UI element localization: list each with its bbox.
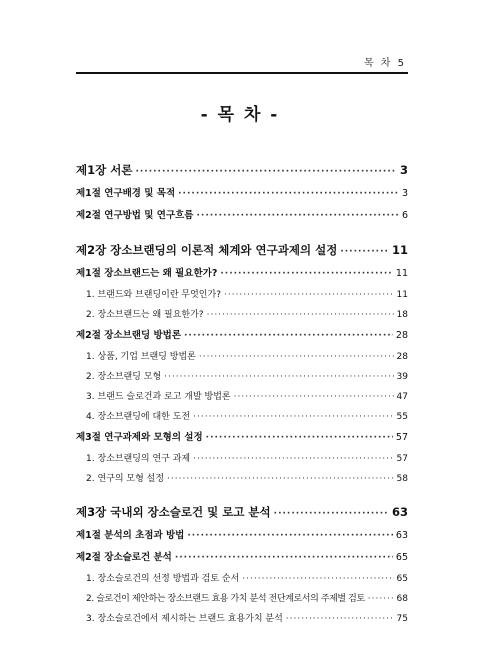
leader-dots [167, 469, 394, 489]
toc-label: 제1절 분석의 초점과 방법 [76, 530, 185, 541]
toc-section[interactable] [76, 525, 408, 547]
toc-item[interactable] [76, 285, 408, 305]
toc-label: 3. 브랜드 슬로건과 로고 개발 방법론 [86, 392, 231, 402]
toc-section[interactable] [76, 325, 408, 347]
leader-dots [274, 501, 389, 525]
toc-page: 68 [396, 594, 408, 604]
toc-page: 3 [399, 163, 408, 177]
leader-dots [164, 367, 393, 387]
toc-label: 4. 장소브랜딩에 대한 도전 [86, 412, 191, 422]
running-header: 목 차 5 [363, 58, 406, 69]
toc-item[interactable] [76, 449, 408, 469]
toc-label: 2. 장소브랜드는 왜 필요한가? [86, 310, 204, 320]
toc-label: 제1절 장소브랜드는 왜 필요한가? [76, 268, 218, 279]
toc-label: 3. 장소슬로건에서 제시하는 브랜드 효용가치 분석 [86, 614, 283, 624]
toc-label: 제2절 장소슬로건 분석 [76, 552, 172, 563]
toc-page: 65 [396, 574, 408, 584]
leader-dots [187, 525, 393, 547]
leader-dots [368, 589, 394, 609]
toc-label: 1. 상품, 기업 브랜딩 방법론 [86, 352, 196, 362]
toc-page: 63 [391, 505, 408, 519]
toc-page: 39 [396, 372, 408, 382]
leader-dots [224, 285, 394, 305]
toc-section[interactable] [76, 205, 408, 227]
leader-dots [193, 407, 393, 427]
toc-section[interactable] [76, 547, 408, 569]
toc-page: 55 [396, 412, 408, 422]
table-of-contents [76, 157, 408, 629]
toc-item[interactable] [76, 469, 408, 489]
toc-label: 2. 연구의 모형 설정 [86, 474, 165, 484]
toc-item[interactable] [76, 609, 408, 629]
leader-dots [135, 159, 397, 183]
toc-item[interactable] [76, 305, 408, 325]
leader-dots [286, 609, 394, 629]
toc-label: 1. 브랜드와 브랜딩이란 무엇인가? [86, 290, 221, 300]
toc-chapter[interactable] [76, 499, 408, 525]
leader-dots [220, 263, 393, 285]
toc-section[interactable] [76, 263, 408, 285]
toc-label: 제3절 연구과제와 모형의 설정 [76, 432, 203, 443]
toc-page: 58 [396, 474, 408, 484]
toc-item[interactable] [76, 589, 408, 609]
toc-item[interactable] [76, 347, 408, 367]
toc-label: 제2절 연구방법 및 연구흐름 [76, 210, 194, 221]
toc-page: 11 [391, 243, 408, 257]
toc-page: 65 [395, 552, 408, 563]
toc-item[interactable] [76, 387, 408, 407]
toc-label: 2. 장소브랜딩 모형 [86, 372, 162, 382]
toc-page: 75 [396, 614, 408, 624]
toc-chapter[interactable] [76, 237, 408, 263]
leader-dots [242, 569, 393, 589]
leader-dots [340, 239, 389, 263]
toc-page: 11 [396, 290, 408, 300]
toc-page: 47 [396, 392, 408, 402]
toc-label: 1. 장소슬로건의 선정 방법과 검토 순서 [86, 574, 240, 584]
toc-label: 1. 장소브랜딩의 연구 과제 [86, 454, 191, 464]
toc-item[interactable] [76, 367, 408, 387]
leader-dots [175, 547, 393, 569]
toc-page: 18 [396, 310, 408, 320]
toc-item[interactable] [76, 407, 408, 427]
toc-label: 제1절 연구배경 및 목적 [76, 188, 176, 199]
toc-page: 6 [401, 210, 408, 221]
toc-label: 제1장 서론 [76, 163, 133, 177]
toc-chapter[interactable] [76, 157, 408, 183]
leader-dots [184, 325, 393, 347]
toc-item[interactable] [76, 569, 408, 589]
toc-section[interactable] [76, 427, 408, 449]
toc-label: 제3장 국내외 장소슬로건 및 로고 분석 [76, 505, 271, 519]
leader-dots [207, 305, 394, 325]
toc-page: 28 [396, 352, 408, 362]
leader-dots [193, 449, 393, 469]
toc-page: 57 [396, 454, 408, 464]
page-title: - 목 차 - [200, 105, 280, 125]
leader-dots [199, 347, 394, 367]
toc-label: 제2절 장소브랜딩 방법론 [76, 330, 181, 341]
spacer [76, 489, 408, 499]
toc-page: 28 [395, 330, 408, 341]
leader-dots [196, 205, 398, 227]
leader-dots [206, 427, 393, 449]
toc-page: 63 [395, 530, 408, 541]
toc-page: 57 [395, 432, 408, 443]
spacer [76, 227, 408, 237]
toc-section[interactable] [76, 183, 408, 205]
leader-dots [178, 183, 399, 205]
toc-page: 11 [395, 268, 408, 279]
leader-dots [234, 387, 394, 407]
toc-label: 2. 슬로건이 제안하는 장소브랜드 효용 가치 분석 전단계로서의 주제별 검토 [86, 594, 365, 604]
toc-label: 제2장 장소브랜딩의 이론적 체계와 연구과제의 설정 [76, 243, 338, 257]
toc-page: 3 [401, 188, 408, 199]
header-rule [76, 72, 408, 74]
